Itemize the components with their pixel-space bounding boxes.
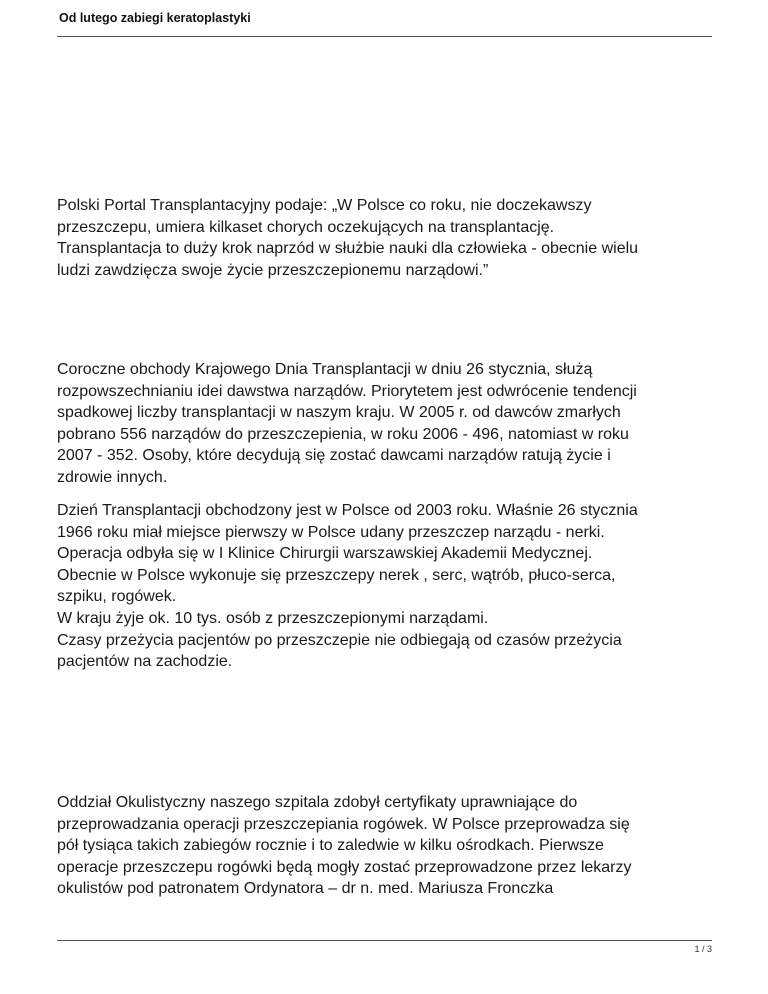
text-line: Operacja odbyła się w I Klinice Chirurgii warszawskiej Akademii Medycznej. — [57, 545, 593, 563]
text-line: spadkowej liczby transplantacji w naszym kraju. W 2005 r. od dawców zmarłych — [57, 404, 621, 422]
text-line: Czasy przeżycia pacjentów po przeszczepie nie odbiegają od czasów przeżycia — [57, 631, 622, 649]
text-line: przeszczepu, umiera kilkaset chorych oczekujących na transplantację. — [57, 218, 555, 236]
text-line: Obecnie w Polsce wykonuje się przeszczepy nerek , serc, wątrób, płuco-serca, — [57, 566, 616, 584]
text-line: Transplantacja to duży krok naprzód w służbie nauki dla człowieka - obecnie wielu — [57, 240, 639, 258]
page-number: 1 / 3 — [694, 944, 712, 954]
paragraph-history — [57, 500, 722, 673]
paragraph-portal-quote — [57, 195, 722, 281]
text-line: Dzień Transplantacji obchodzony jest w Polsce od 2003 roku. Właśnie 26 stycznia — [57, 502, 638, 519]
paragraph-ophthalmology — [57, 792, 722, 900]
text-line: Polski Portal Transplantacyjny podaje: „W Polsce co roku, nie doczekawszy — [57, 197, 592, 214]
text-line: pół tysiąca takich zabiegów rocznie i to zaledwie w kilku ośrodkach. Pierwsze — [57, 837, 604, 855]
text-line: W kraju żyje ok. 10 tys. osób z przeszczepionymi narządami. — [57, 609, 489, 627]
page-header — [57, 8, 712, 37]
page-footer — [57, 940, 712, 954]
text-line: zdrowie innych. — [57, 468, 168, 486]
text-line: ludzi zawdzięcza swoje życie przeszczepionemu narządowi.” — [57, 261, 489, 279]
text-line: rozpowszechnianiu idei dawstwa narządów. Priorytetem jest odwrócenie tendencji — [57, 382, 637, 400]
text-line: Oddział Okulistyczny naszego szpitala zdobył certyfikaty uprawniające do — [57, 794, 578, 811]
text-line: okulistów pod patronatem Ordynatora – dr n. med. Mariusza Fronczka — [57, 880, 554, 898]
text-line: szpiku, rogówek. — [57, 588, 177, 606]
text-line: 2007 - 352. Osoby, które decydują się zostać dawcami narządów ratują życie i — [57, 447, 611, 465]
text-line: pacjentów na zachodzie. — [57, 653, 233, 671]
text-line: Coroczne obchody Krajowego Dnia Transplantacji w dniu 26 stycznia, służą — [57, 361, 593, 378]
text-line: przeprowadzania operacji przeszczepiania rogówek. W Polsce przeprowadza się — [57, 815, 630, 833]
document-title: Od lutego zabiegi keratoplastyki — [59, 11, 251, 25]
text-line: 1966 roku miał miejsce pierwszy w Polsce udany przeszczep narządu - nerki. — [57, 523, 605, 541]
paragraph-transplant-day — [57, 359, 722, 489]
text-line: pobrano 556 narządów do przeszczepienia, w roku 2006 - 496, natomiast w roku — [57, 425, 629, 443]
text-line: operacje przeszczepu rogówki będą mogły zostać przeprowadzone przez lekarzy — [57, 858, 632, 876]
